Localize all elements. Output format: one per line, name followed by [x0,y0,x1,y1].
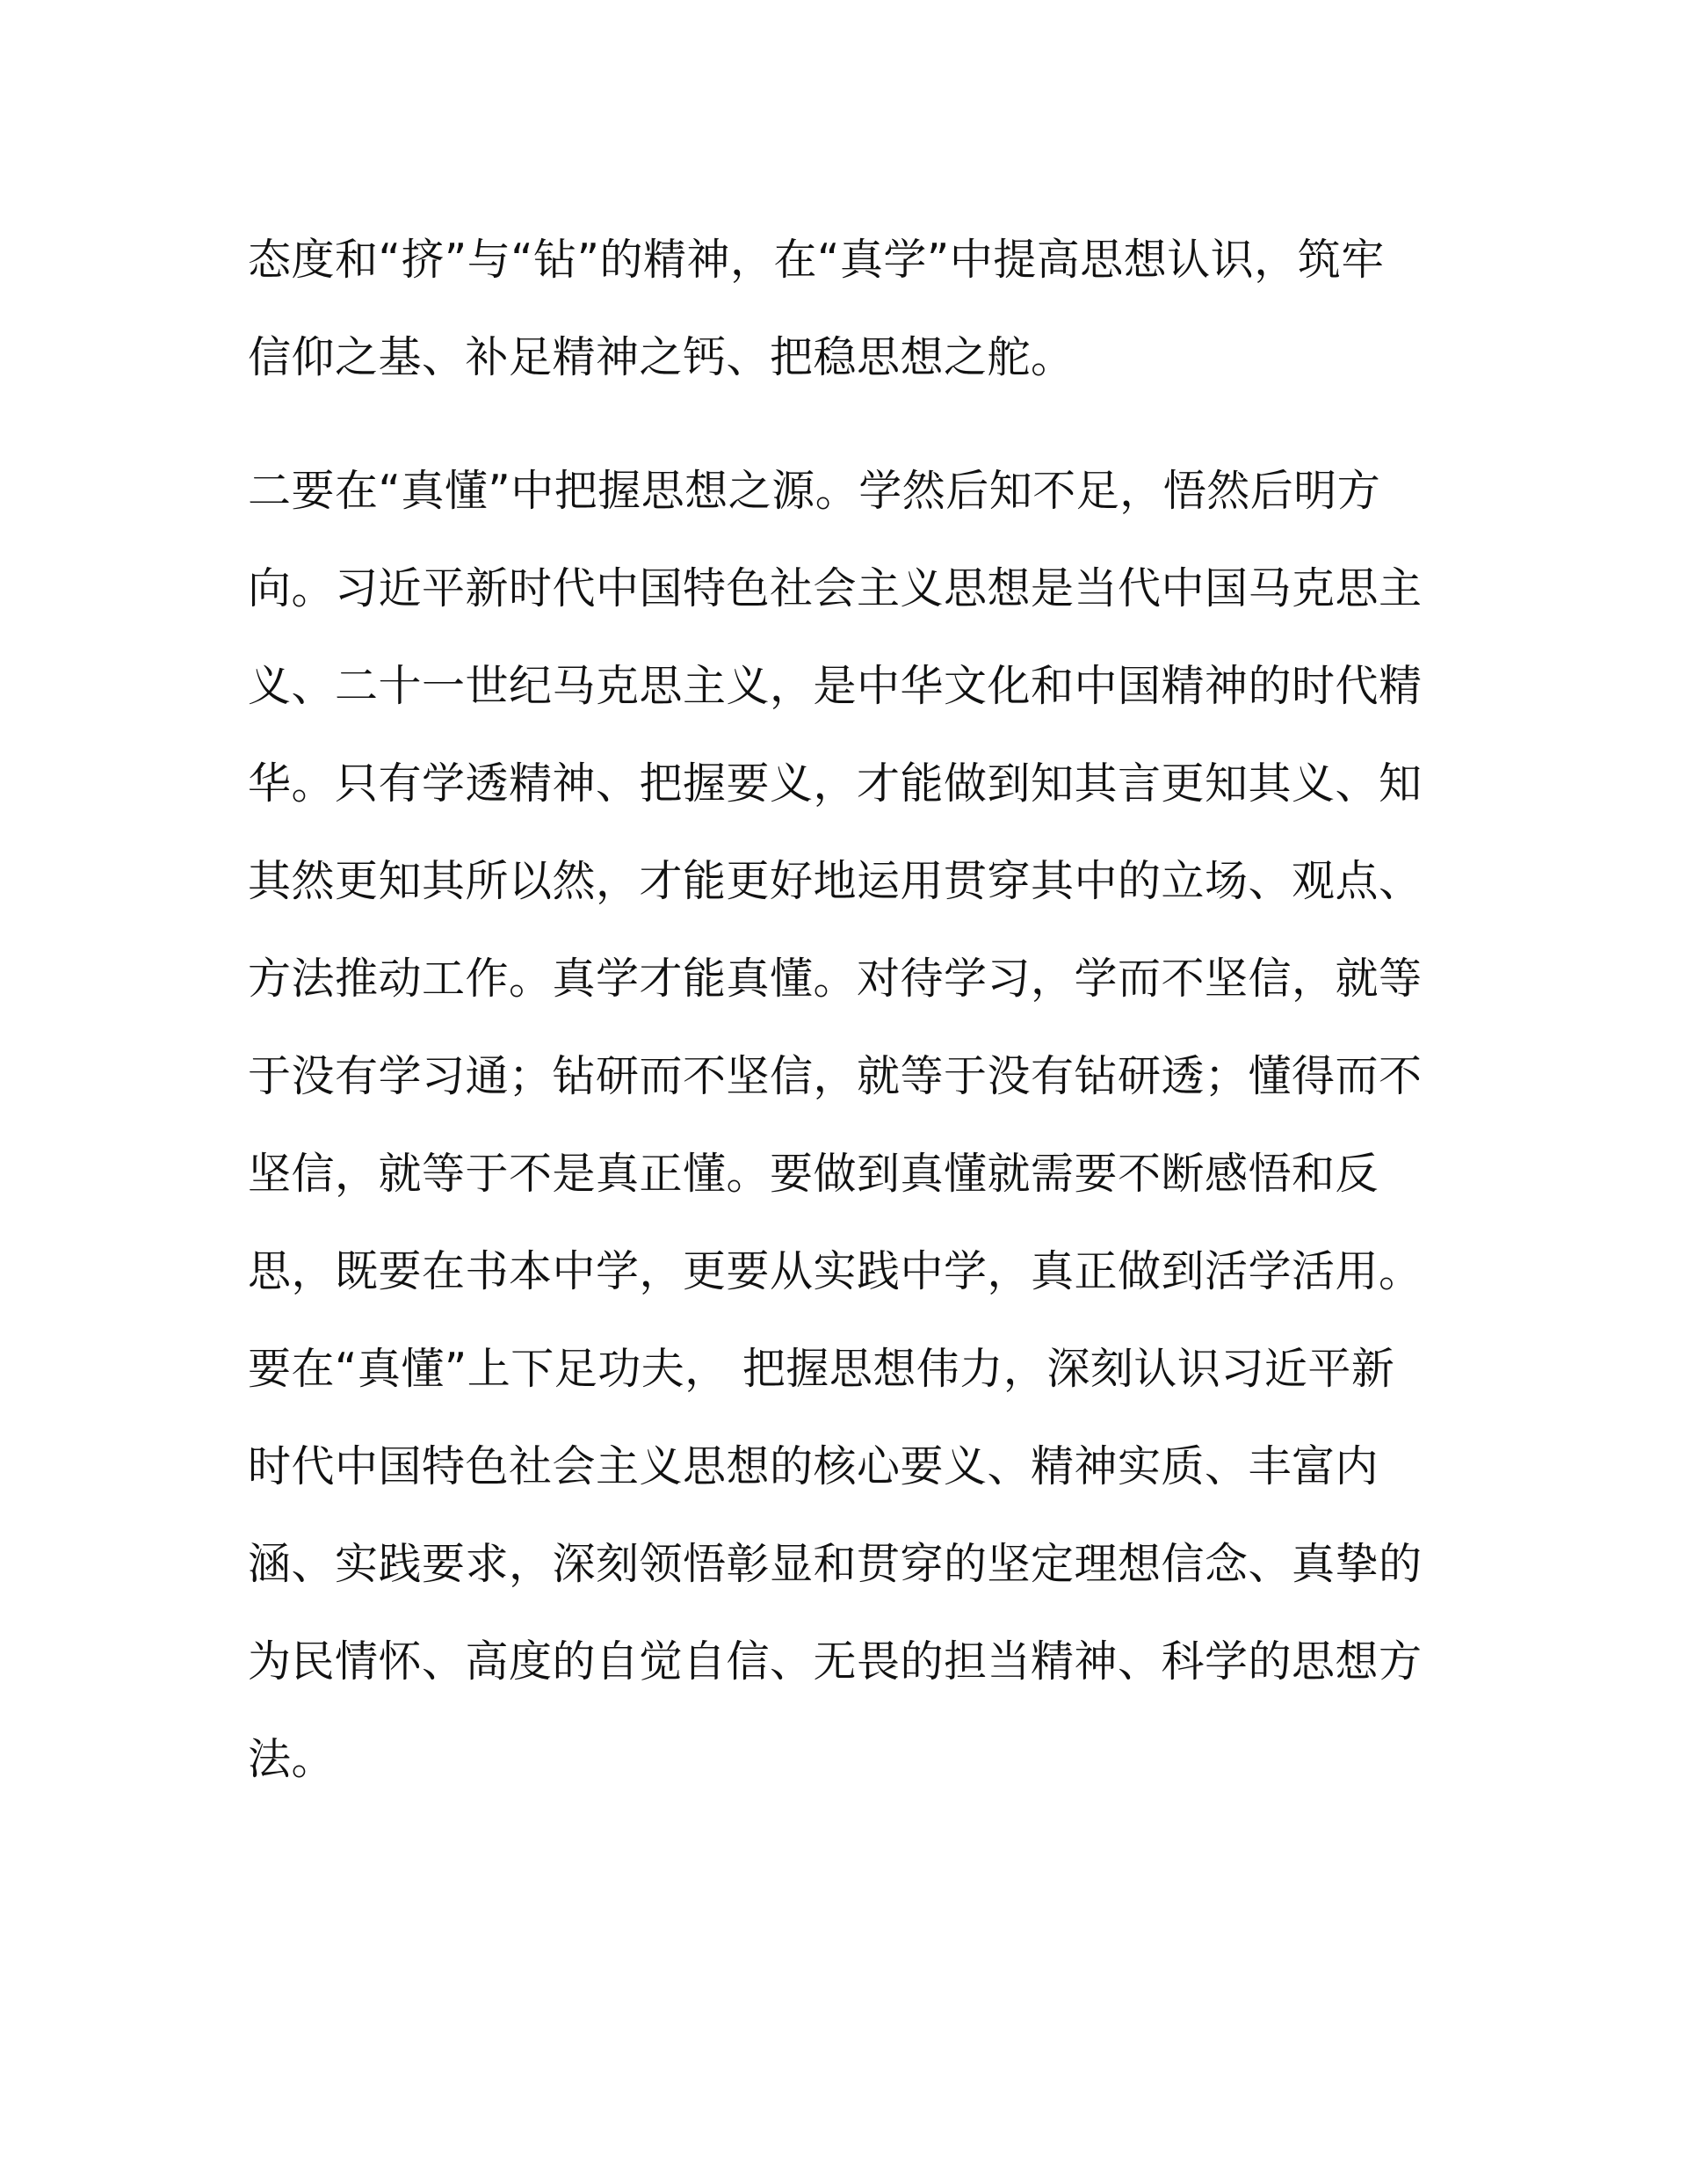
text-line: 信仰之基、补足精神之钙、把稳思想之舵。 [248,332,1075,382]
text-line: 二要在“真懂”中把握思想之源。学然后知不足，悟然后明方 [248,466,1381,516]
text-line: 态度和“挤”与“钻”的精神，在“真学”中提高思想认识，筑牢 [248,235,1385,285]
text-line: 为民情怀、高度的自觉自信、无畏的担当精神、科学的思想方 [248,1636,1423,1687]
text-line: 其然更知其所以然，才能更好地运用贯穿其中的立场、观点、 [248,856,1423,906]
text-line: 坚信，就等于不是真正懂。要做到真懂就需要不断感悟和反 [248,1149,1379,1199]
text-line: 向。习近平新时代中国特色社会主义思想是当代中国马克思主 [248,563,1423,613]
text-line: 方法推动工作。真学才能真懂。对待学习，学而不坚信，就等 [248,954,1423,1004]
paragraph-2 [248,442,1443,1808]
text-line: 时代中国特色社会主义思想的核心要义、精神实质、丰富内 [248,1441,1379,1491]
text-line: 于没有学习通；钻研而不坚信，就等于没有钻研透；懂得而不 [248,1051,1423,1101]
text-line: 思，既要在书本中学，更要从实践中学，真正做到活学活用。 [248,1246,1423,1296]
text-line: 要在“真懂”上下足功夫， 把握思想伟力，深刻认识习近平新 [248,1344,1395,1394]
paragraph-1 [248,211,1443,406]
text-line: 法。 [248,1734,336,1784]
text-line: 华。只有学透精神、把握要义，才能做到知其言更知其义、知 [248,758,1423,809]
text-line: 义、二十一世纪马克思主义，是中华文化和中国精神的时代精 [248,661,1423,711]
text-line: 涵、实践要求，深刻领悟彰显和贯穿的坚定理想信念、真挚的 [248,1539,1423,1589]
